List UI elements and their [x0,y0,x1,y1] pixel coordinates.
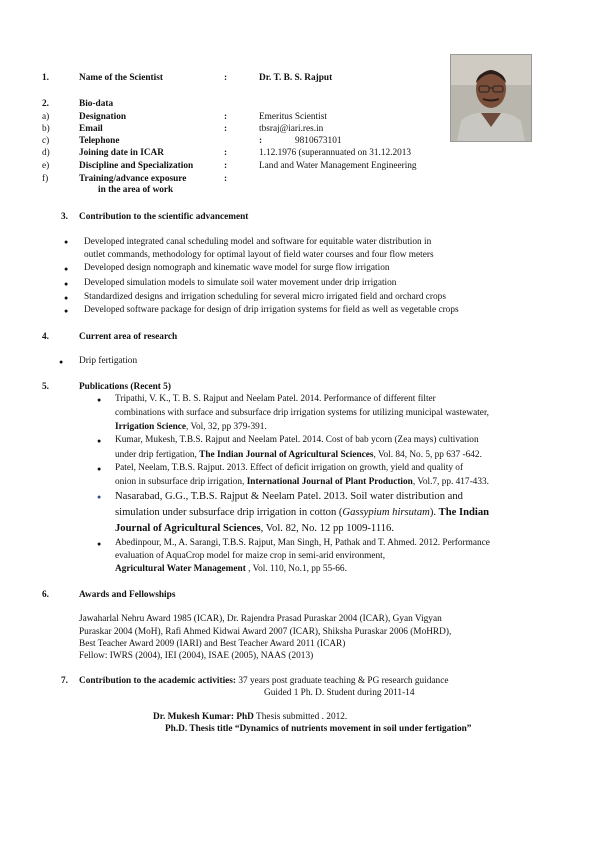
thesis-title: Ph.D. Thesis title “Dynamics of nutrients movement in soil under fertigation” [165,724,472,734]
biodata-label-training-cont: in the area of work [98,185,174,195]
biodata-value-designation: Emeritus Scientist [259,112,327,122]
contribution-item: Developed design nomograph and kinematic wave model for surge flow irrigation [84,263,390,273]
journal-name: The Indian [438,507,490,518]
bullet-icon: ● [64,307,69,315]
contribution-item-cont: outlet commands, methodology for optimal layout of field water courses and four flow meters [84,250,434,260]
biodata-label-designation: Designation [79,112,127,122]
contribution-item: Standardized designs and irrigation scheduling for several micro irrigated field and orchard crops [84,292,446,302]
biodata-letter: b) [42,124,50,134]
bullet-icon: ● [97,437,102,445]
biodata-colon: : [224,124,228,134]
bullet-icon: ● [97,540,102,548]
publication-4-cont [115,505,489,521]
journal-name: Agricultural Water Management [115,564,246,574]
publication-5-cont [115,564,347,575]
section-7-line [79,676,448,687]
section-7-number: 7. [61,676,68,686]
awards-line: Puraskar 2004 (MoH), Rafi Ahmed Kidwai Award 2007 (ICAR), Shiksha Puraskar 2006 (MoHRD), [79,627,452,637]
research-item: Drip fertigation [79,356,138,366]
section-3-number: 3. [61,212,68,222]
biodata-label-discipline: Discipline and Specialization [79,161,194,171]
bullet-icon: ● [59,358,64,366]
biodata-letter: c) [42,136,50,146]
publication-5: Abedinpour, M., A. Sarangi, T.B.S. Rajput, Man Singh, H, Pathak and T. Ahmed. 2012. Performance [115,538,490,548]
section-4-title: Current area of research [79,332,178,342]
awards-line: Best Teacher Award 2009 (IARI) and Best Teacher Award 2011 (ICAR) [79,639,346,649]
journal-name: Journal of Agricultural Sciences [115,523,261,534]
citation-detail: simulation under subsurface drip irrigation in cotton ( [115,507,343,518]
biodata-label-email: Email [79,124,103,134]
student-line [153,712,347,723]
section-2-number: 2. [42,99,49,109]
section-3-title: Contribution to the scientific advancement [79,212,249,222]
publication-3: Patel, Neelam, T.B.S. Rajput. 2013. Effect of deficit irrigation on growth, yield and quality of [115,463,464,473]
biodata-value-discipline: Land and Water Management Engineering [259,161,417,171]
biodata-colon: : [224,112,228,122]
biodata-letter: d) [42,148,50,158]
awards-line: Fellow: IWRS (2004), IEI (2004), ISAE (2005), NAAS (2013) [79,651,314,661]
scientist-photo [450,54,532,142]
citation-detail: ). [429,507,439,518]
citation-detail: , Vol. 82, No. 12 pp 1009-1116. [260,523,394,534]
bullet-icon: ● [64,294,69,302]
student-name: Dr. Mukesh Kumar: PhD [153,712,254,722]
publication-4-cont [115,521,394,537]
biodata-letter: f) [42,174,49,184]
journal-name: The Indian Journal of Agricultural Sciences [199,450,374,460]
publication-1-cont [115,422,267,433]
contribution-item: Developed simulation models to simulate soil water movement under drip irrigation [84,278,397,288]
awards-line: Jawaharlal Nehru Award 1985 (ICAR), Dr. Rajendra Prasad Puraskar 2004 (ICAR), Gyan Vigyan [79,614,442,624]
bullet-icon: ● [64,280,69,288]
biodata-label-training: Training/advance exposure [79,174,187,184]
publication-2-cont [115,450,482,461]
biodata-value-joining-date: 1.12.1976 (superannuated on 31.12.2013 [259,148,412,158]
portrait-image [451,55,531,141]
academic-guidance: Guided 1 Ph. D. Student during 2011-14 [264,688,415,698]
section-7-title: Contribution to the academic activities: [79,676,236,686]
citation-detail: , Vol. 84, No. 5, pp 637 -642. [373,450,482,460]
biodata-colon: : [224,148,228,158]
species-name: Gassypium hirsutam [342,507,430,518]
section-4-number: 4. [42,332,49,342]
biodata-label-telephone: Telephone [79,136,120,146]
biodata-colon: : [259,136,263,146]
academic-text: 37 years post graduate teaching & PG research guidance [236,676,449,686]
section-2-title: Bio-data [79,99,114,109]
biodata-label-joining-date: Joining date in ICAR [79,148,164,158]
citation-detail: , Vol.7, pp. 417-433. [412,477,489,487]
biodata-letter: a) [42,112,50,122]
contribution-item: Developed integrated canal scheduling model and software for equitable water distribution in [84,237,432,247]
journal-name: International Journal of Plant Production [246,477,413,487]
bullet-icon: ● [64,238,69,246]
section-5-number: 5. [42,382,49,392]
publication-4: Nasarabad, G.G., T.B.S. Rajput & Neelam Patel. 2013. Soil water distribution and [115,491,463,502]
scientist-name: Dr. T. B. S. Rajput [259,73,333,83]
citation-detail: , Vol. 110, No.1, pp 55-66. [245,564,347,574]
bullet-icon: ● [64,265,69,273]
citation-detail: onion in subsurface drip irrigation, [115,477,247,487]
publication-5-cont: evaluation of AquaCrop model for maize crop in semi-arid environment, [115,551,386,561]
bullet-icon: ● [97,493,102,501]
biodata-value-email: tbsraj@iari.res.in [259,124,324,134]
biodata-value-telephone: 9810673101 [295,136,342,146]
publication-1-cont: combinations with surface and subsurface drip irrigation systems for utilizing municipal wastewater, [115,408,489,418]
publication-2: Kumar, Mukesh, T.B.S. Rajput and Neelam Patel. 2014. Cost of bab ycorn (Zea mays) cultivation [115,435,479,445]
section-1-label: Name of the Scientist [79,73,163,83]
publication-1: Tripathi, V. K., T. B. S. Rajput and Neelam Patel. 2014. Performance of different filter [115,394,436,404]
section-1-colon: : [224,73,228,83]
publication-3-cont [115,477,489,488]
citation-detail: , Vol, 32, pp 379-391. [186,422,267,432]
journal-name: Irrigation Science [115,422,187,432]
contribution-item: Developed software package for design of drip irrigation systems for field as well as vegetable crops [84,305,459,315]
section-5-title: Publications (Recent 5) [79,382,171,392]
section-1-number: 1. [42,73,49,83]
section-6-title: Awards and Fellowships [79,590,176,600]
citation-detail: under drip fertigation, [115,450,200,460]
biodata-colon: : [224,161,228,171]
student-status: Thesis submitted . 2012. [253,712,348,722]
section-6-number: 6. [42,590,49,600]
biodata-colon: : [224,174,228,184]
bullet-icon: ● [97,465,102,473]
bullet-icon: ● [97,396,102,404]
biodata-letter: e) [42,161,50,171]
